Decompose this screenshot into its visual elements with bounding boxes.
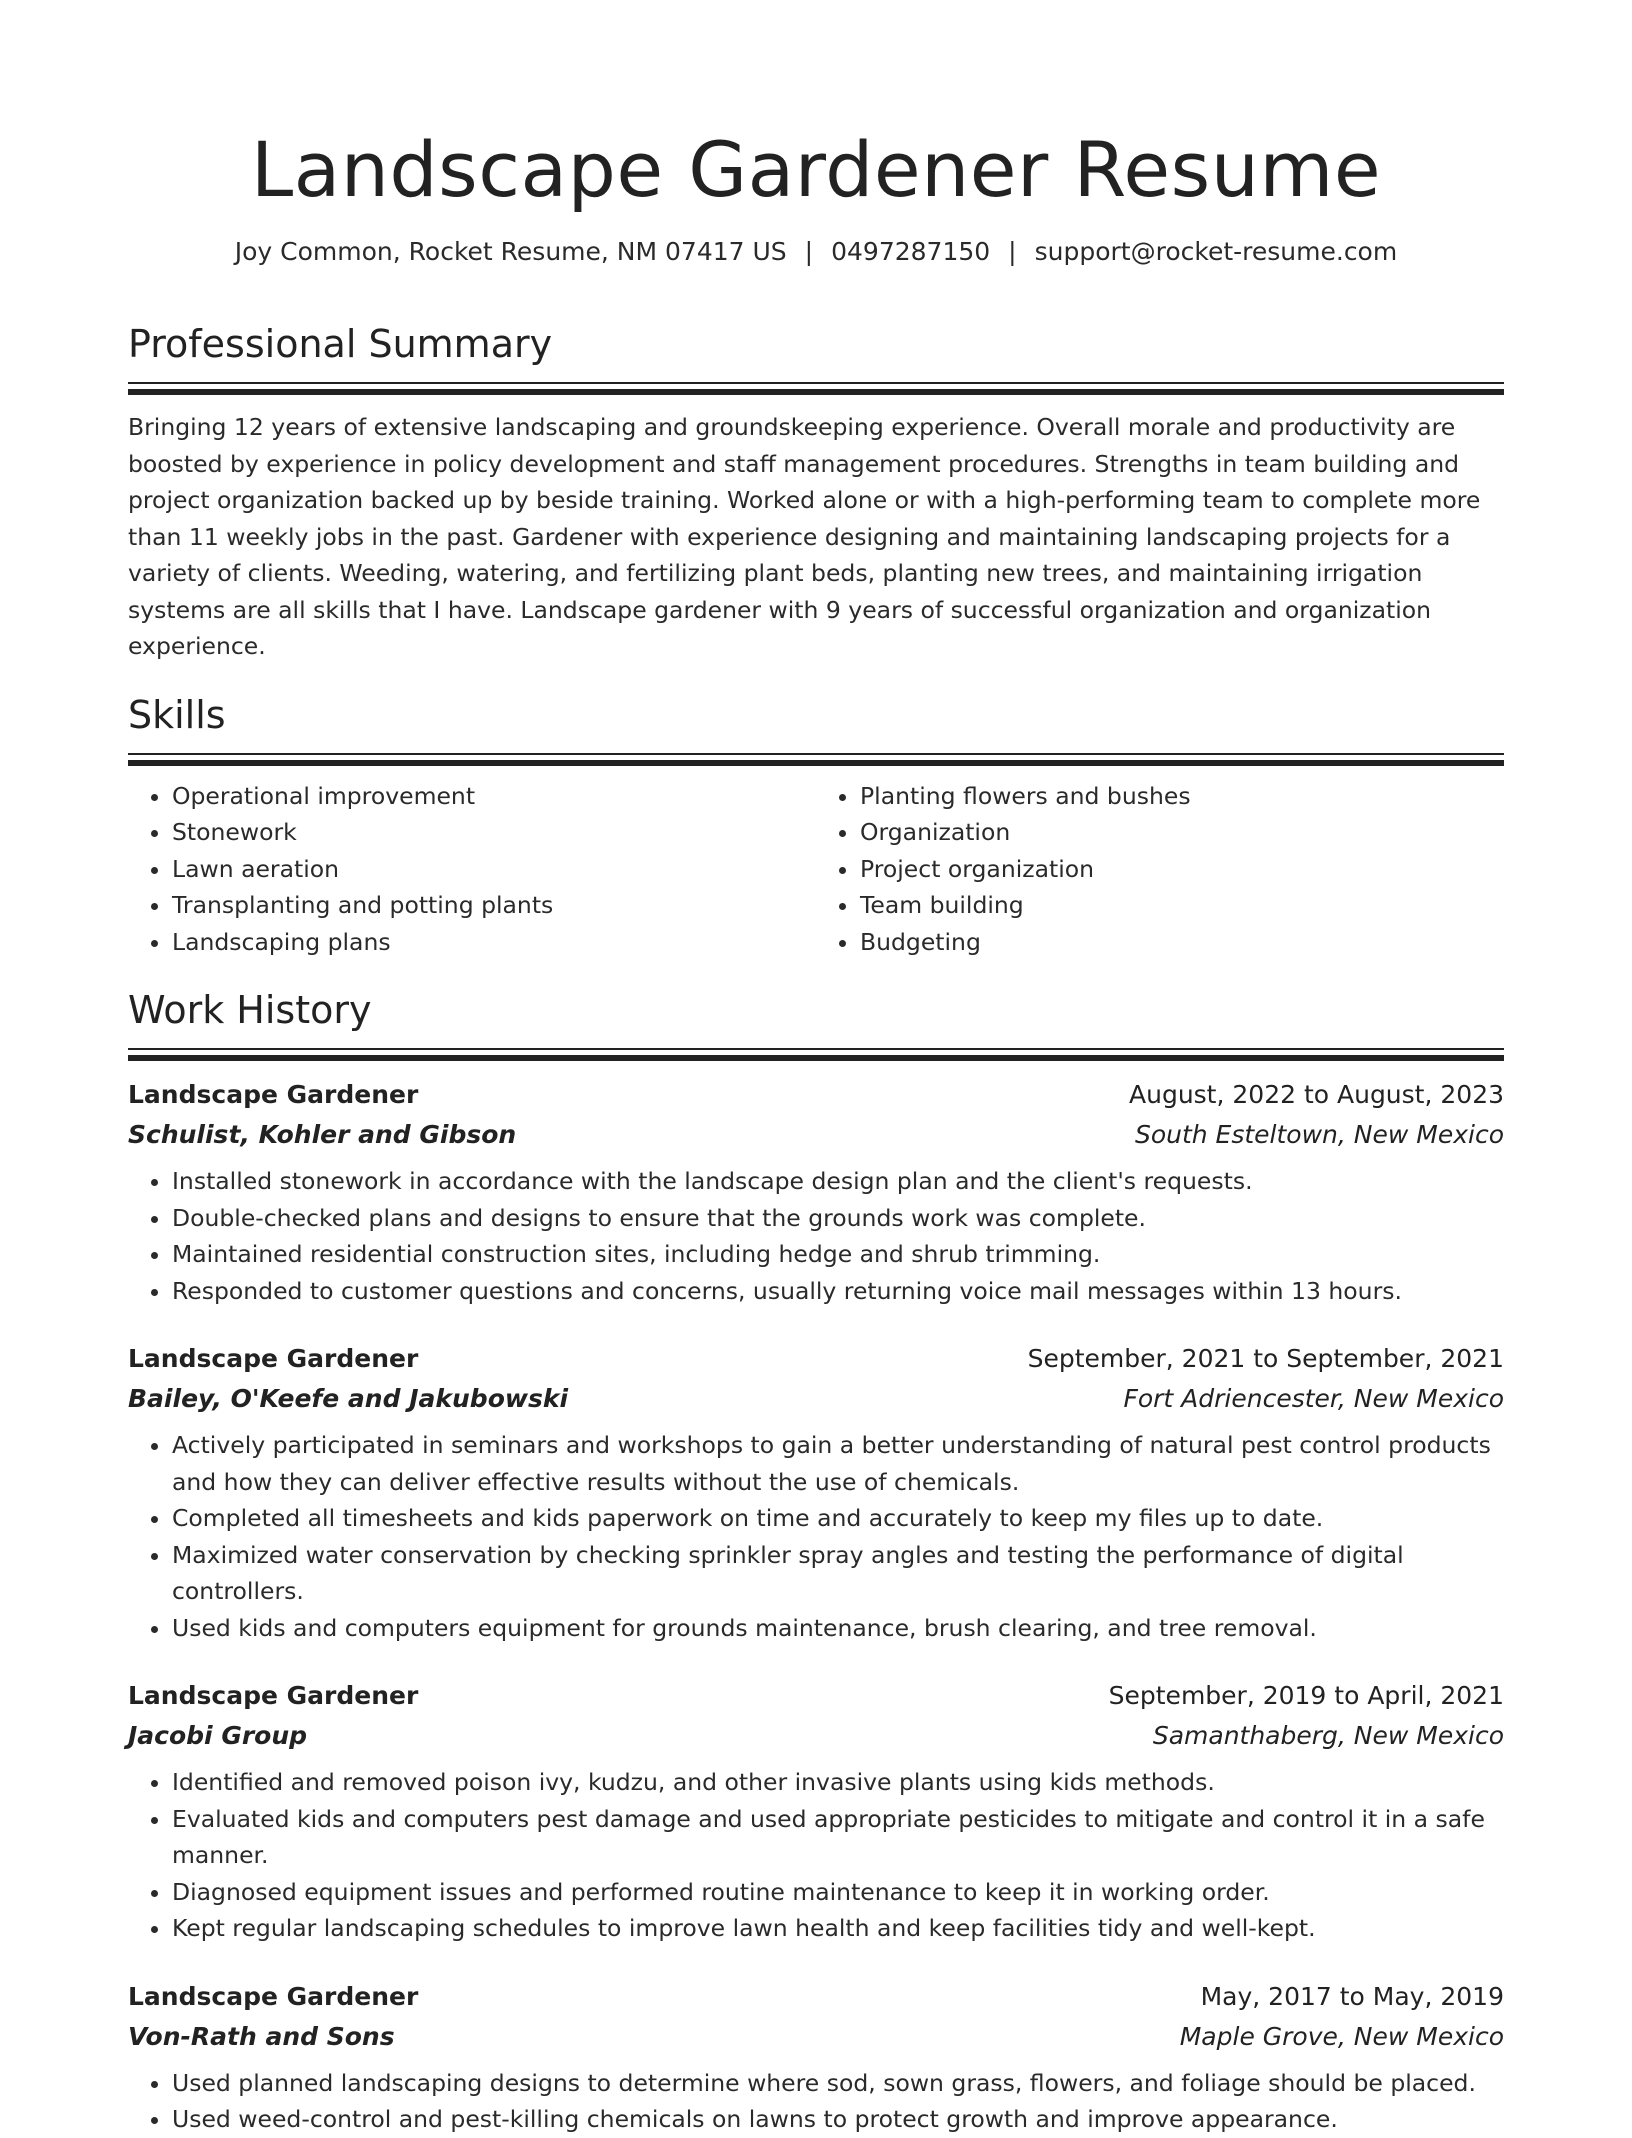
job-title: Landscape Gardener [128, 1681, 419, 1710]
resume-page [128, 0, 1504, 2138]
job-bullet: • Kept regular landscaping schedules to improve lawn health and keep facilities tidy and well-kept. [172, 1910, 1504, 1947]
job-header [128, 1977, 1504, 2017]
section-divider-thick [128, 760, 1504, 766]
skill-item: • Organization [860, 814, 1504, 851]
section-divider-thick [128, 389, 1504, 395]
job-location: South Esteltown, New Mexico [1134, 1120, 1504, 1149]
job-company: Bailey, O'Keefe and Jakubowski [128, 1384, 569, 1413]
job-location: Fort Adriencester, New Mexico [1123, 1384, 1504, 1413]
job-bullet: • Evaluated kids and computers pest damage and used appropriate pesticides to mitigate and control it in a safe manner. [172, 1801, 1504, 1874]
job-title: Landscape Gardener [128, 1080, 419, 1109]
job-bullet: • Maximized water conservation by checking sprinkler spray angles and testing the performance of digital controllers. [172, 1537, 1504, 1610]
job-bullet: • Completed all timesheets and kids paperwork on time and accurately to keep my files up to date. [172, 1500, 1504, 1537]
skills-columns [128, 778, 1504, 961]
contact-email: support@rocket-resume.com [1034, 237, 1398, 266]
skills-list-right [816, 778, 1504, 961]
section-heading: Work History [128, 988, 372, 1032]
contact-phone: 0497287150 [831, 237, 991, 266]
job-subheader [128, 1115, 1504, 1155]
job-bullets [128, 2065, 1504, 2138]
job-bullet: • Used planned landscaping designs to determine where sod, sown grass, flowers, and foliage should be placed. [172, 2065, 1504, 2102]
job-entry [128, 1676, 1504, 1947]
skill-item: • Project organization [860, 851, 1504, 888]
job-header [128, 1676, 1504, 1716]
job-bullets [128, 1764, 1504, 1947]
section-divider [128, 753, 1504, 755]
summary-text: Bringing 12 years of extensive landscaping and groundskeeping experience. Overall morale and productivity are boosted by experience in policy development and staff management procedures. Strengths in team building and project organization backed up by beside training. Worked alone or with a high-performing team to complete more than 11 weekly jobs in the past. Gardener with experience designing and maintaining landscaping projects for a variety of clients. Weeding, watering, and fertilizing plant beds, planting new trees, and maintaining irrigation systems are all skills that I have. Landscape gardener with 9 years of successful organization and organization experience. [128, 413, 1481, 660]
section-divider-thick [128, 1055, 1504, 1061]
job-bullet: • Used weed-control and pest-killing chemicals on lawns to protect growth and improve appearance. [172, 2101, 1504, 2138]
job-header [128, 1339, 1504, 1379]
job-subheader [128, 2017, 1504, 2057]
section-divider [128, 382, 1504, 384]
job-entry [128, 1339, 1504, 1646]
skill-item: • Team building [860, 887, 1504, 924]
section-heading: Skills [128, 692, 226, 737]
section-divider [128, 1048, 1504, 1050]
job-bullet: • Identified and removed poison ivy, kudzu, and other invasive plants using kids methods. [172, 1764, 1504, 1801]
job-bullet: • Double-checked plans and designs to ensure that the grounds work was complete. [172, 1200, 1504, 1237]
job-company: Von-Rath and Sons [128, 2021, 395, 2051]
job-bullet: • Responded to customer questions and concerns, usually returning voice mail messages within 13 hours. [172, 1273, 1504, 1310]
contact-line [128, 236, 1504, 268]
skill-item: • Operational improvement [172, 778, 816, 815]
skill-item: • Transplanting and potting plants [172, 887, 816, 924]
job-header [128, 1075, 1504, 1115]
contact-separator: | [1008, 237, 1017, 266]
job-dates: September, 2019 to April, 2021 [1108, 1681, 1504, 1710]
job-entry [128, 1075, 1504, 1309]
job-title: Landscape Gardener [128, 1981, 419, 2011]
job-title: Landscape Gardener [128, 1344, 419, 1373]
skill-item: • Planting flowers and bushes [860, 778, 1504, 815]
skill-item: • Landscaping plans [172, 924, 816, 961]
job-entry [128, 1977, 1504, 2138]
job-company: Schulist, Kohler and Gibson [128, 1120, 517, 1149]
job-location: Maple Grove, New Mexico [1179, 2021, 1504, 2051]
resume-title: Landscape Gardener Resume [250, 125, 1382, 214]
job-dates: August, 2022 to August, 2023 [1129, 1080, 1504, 1109]
professional-summary-section [128, 320, 1504, 665]
job-bullet: • Installed stonework in accordance with the landscape design plan and the client's requests. [172, 1163, 1504, 1200]
job-subheader [128, 1379, 1504, 1419]
skill-item: • Stonework [172, 814, 816, 851]
job-bullet: • Diagnosed equipment issues and performed routine maintenance to keep it in working order. [172, 1874, 1504, 1911]
job-dates: May, 2017 to May, 2019 [1200, 1981, 1504, 2011]
contact-separator: | [804, 237, 814, 266]
skills-section [128, 691, 1504, 961]
job-bullet: • Used kids and computers equipment for grounds maintenance, brush clearing, and tree removal. [172, 1610, 1504, 1647]
contact-address: Joy Common, Rocket Resume, NM 07417 US [234, 237, 787, 266]
job-bullet: • Maintained residential construction sites, including hedge and shrub trimming. [172, 1236, 1504, 1273]
job-bullets [128, 1163, 1504, 1309]
job-dates: September, 2021 to September, 2021 [1027, 1344, 1504, 1373]
job-company: Jacobi Group [128, 1721, 308, 1750]
job-bullet: • Actively participated in seminars and workshops to gain a better understanding of natural pest control products and how they can deliver effective results without the use of chemicals. [172, 1427, 1504, 1500]
job-subheader [128, 1716, 1504, 1756]
skills-list-left [128, 778, 816, 961]
skill-item: • Lawn aeration [172, 851, 816, 888]
skill-item: • Budgeting [860, 924, 1504, 961]
job-location: Samanthaberg, New Mexico [1152, 1721, 1504, 1750]
work-history-section [128, 986, 1504, 2138]
section-heading: Professional Summary [128, 322, 553, 366]
job-bullets [128, 1427, 1504, 1646]
